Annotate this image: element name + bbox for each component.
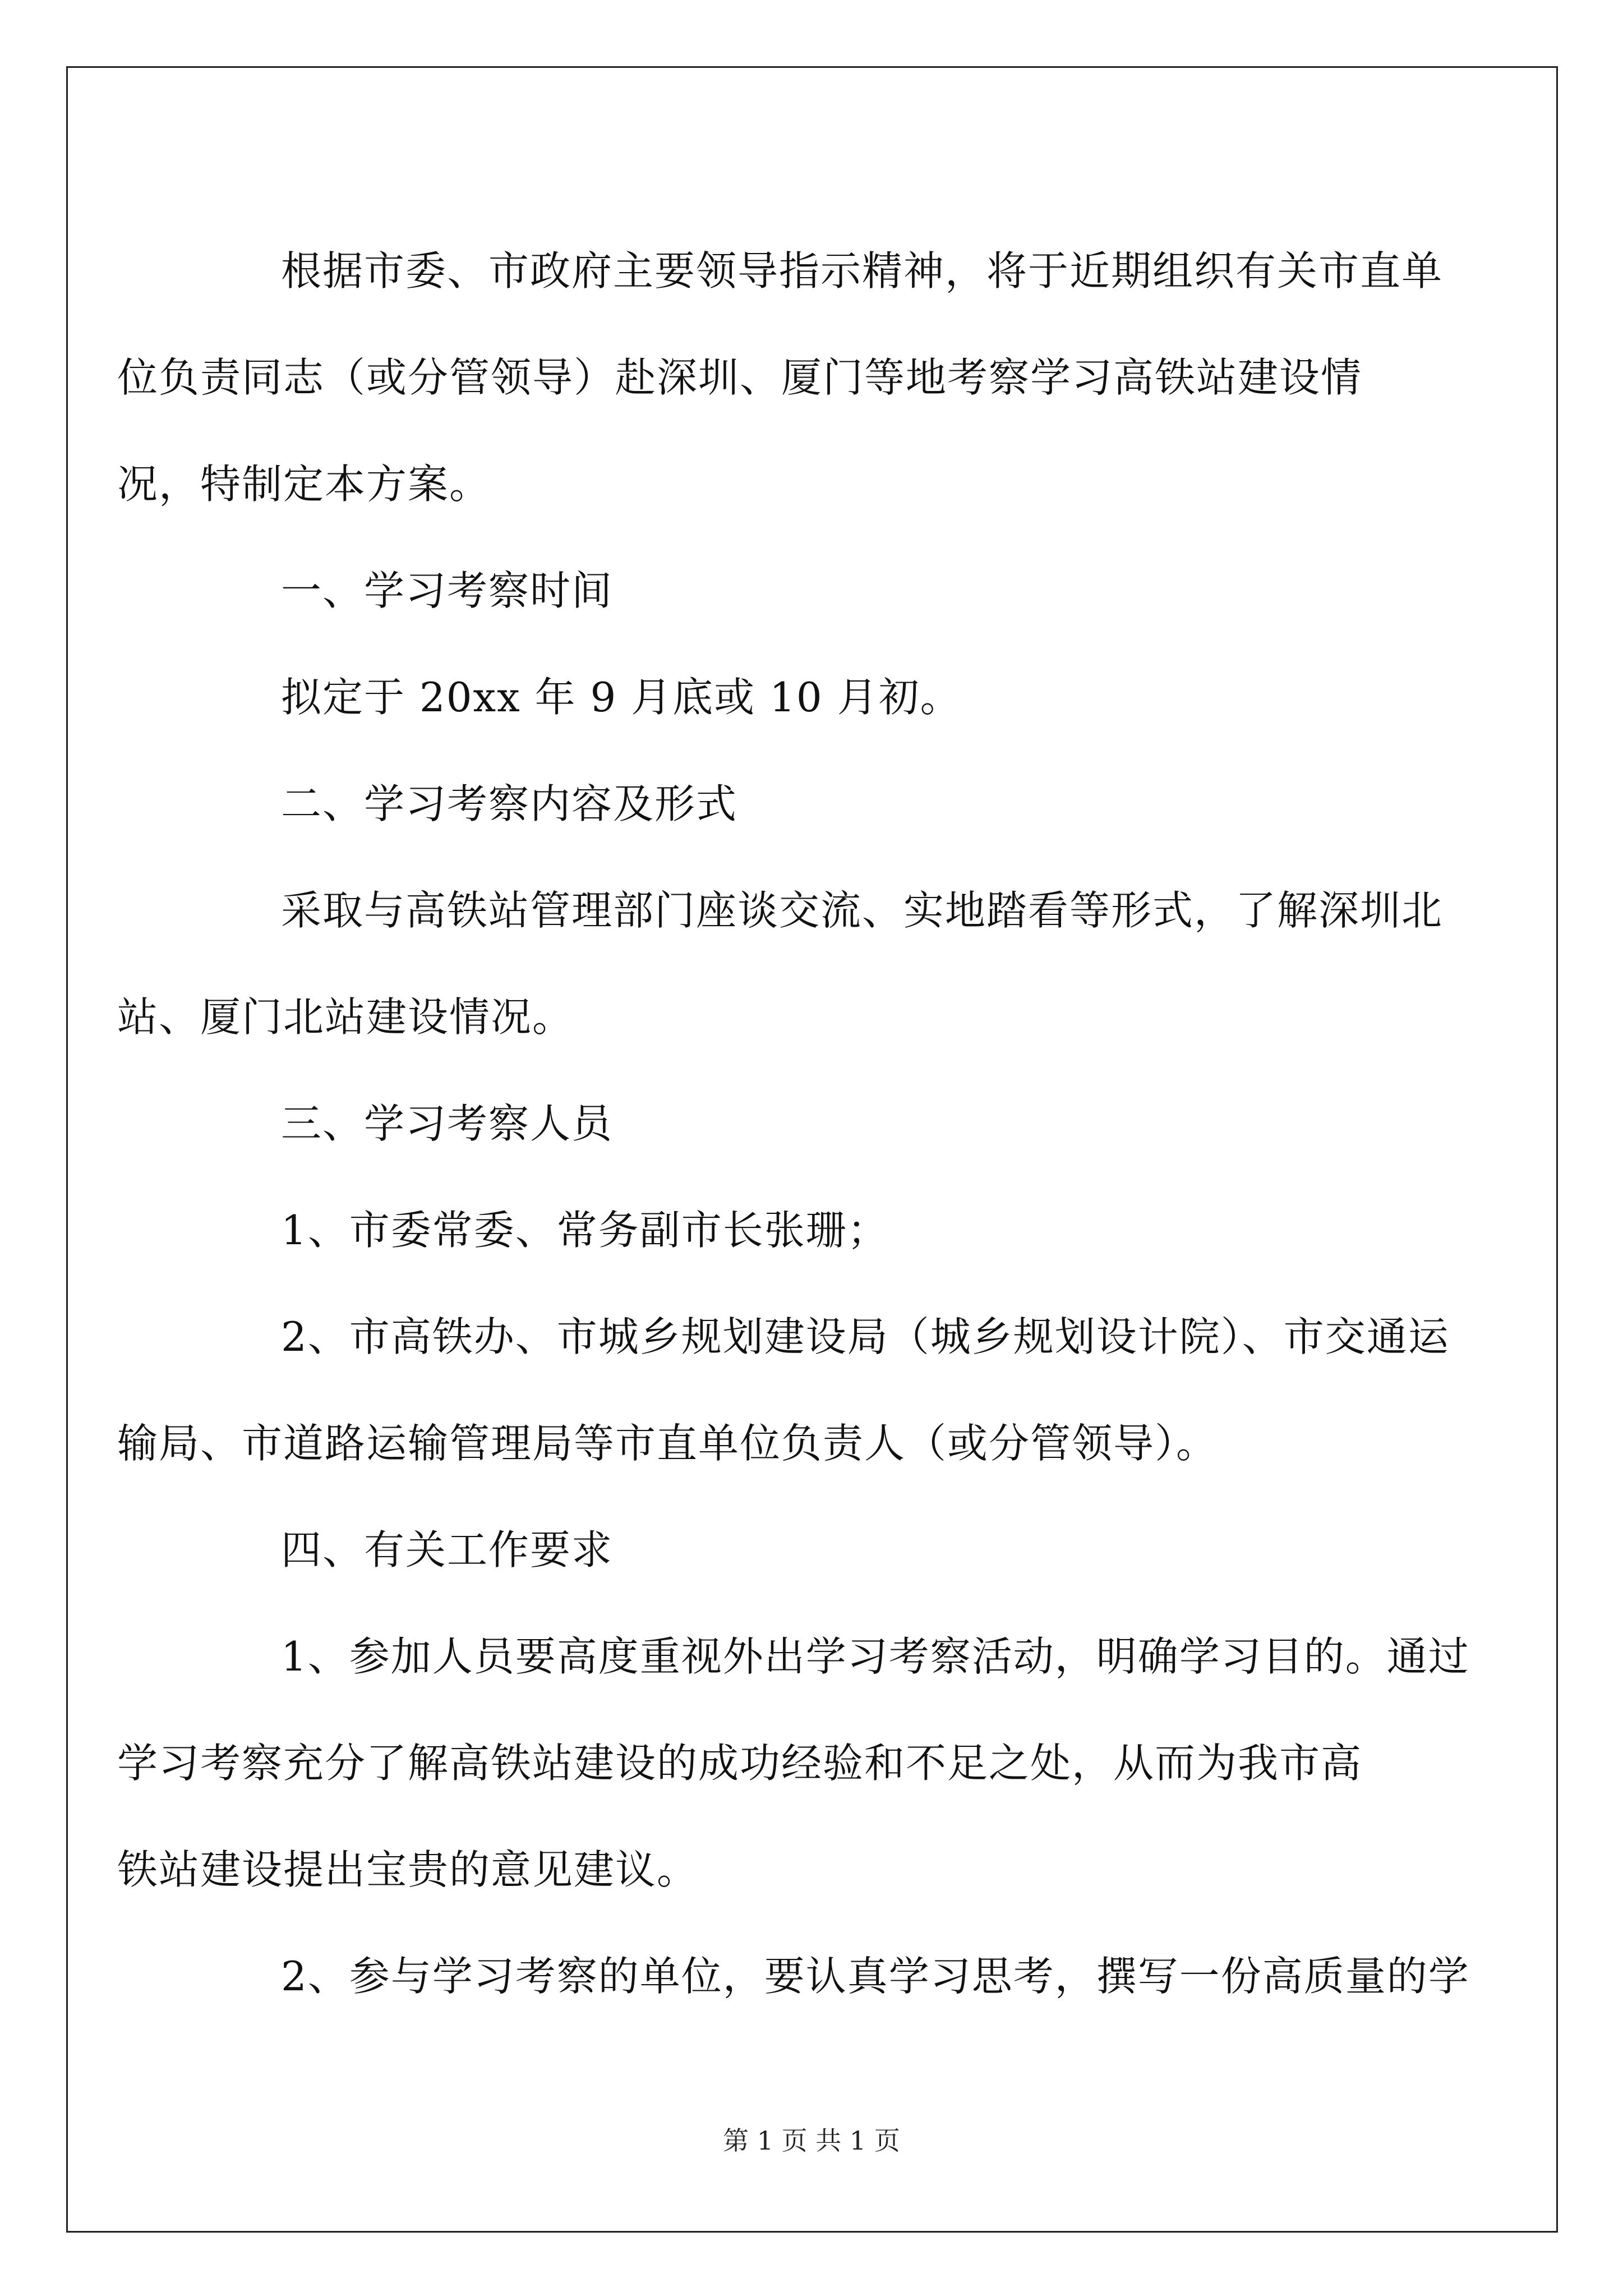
text-line: 二、学习考察内容及形式 (281, 780, 738, 827)
page-number-footer: 第 1 页 共 1 页 (723, 2125, 900, 2156)
text-line: 拟定于 20xx 年 9 月底或 10 月初。 (281, 674, 962, 721)
paragraph-personnel-2 (117, 1283, 1450, 1497)
text-line: 四、有关工作要求 (281, 1526, 614, 1573)
text-line: 1、参加人员要高度重视外出学习考察活动，明确学习目的。通过 (281, 1633, 1470, 1680)
paragraph-requirement-1 (117, 1603, 1470, 1923)
document-body (117, 218, 1470, 2030)
text-line: 输局、市道路运输管理局等市直单位负责人（或分管领导）。 (117, 1420, 1218, 1467)
text-line: 采取与高铁站管理部门座谈交流、实地踏看等形式，了解深圳北 (281, 887, 1444, 934)
section-heading-personnel (199, 1070, 1433, 1177)
paragraph-requirement-2 (199, 1923, 1470, 2030)
text-line: 三、学习考察人员 (281, 1100, 614, 1147)
text-line: 1、市委常委、常务副市长张珊； (281, 1207, 889, 1254)
section-heading-content (199, 751, 1433, 857)
text-line: 况，特制定本方案。 (117, 461, 491, 508)
section-heading-time (199, 537, 1433, 644)
text-line: 位负责同志（或分管领导）赴深圳、厦门等地考察学习高铁站建设情 (117, 354, 1363, 401)
text-line: 2、参与学习考察的单位，要认真学习思考，撰写一份高质量的学 (281, 1953, 1470, 2000)
text-line: 2、市高铁办、市城乡规划建设局（城乡规划设计院）、市交通运 (281, 1313, 1450, 1360)
paragraph-personnel-1 (199, 1177, 1433, 1283)
paragraph-intro (117, 218, 1444, 537)
paragraph-content (117, 857, 1444, 1070)
text-line: 铁站建设提出宝贵的意见建议。 (117, 1846, 699, 1893)
text-line: 学习考察充分了解高铁站建设的成功经验和不足之处，从而为我市高 (117, 1740, 1363, 1787)
section-heading-requirements (199, 1497, 1433, 1603)
paragraph-time (199, 644, 1433, 751)
text-line: 根据市委、市政府主要领导指示精神，将于近期组织有关市直单 (281, 247, 1444, 295)
text-line: 站、厦门北站建设情况。 (117, 993, 574, 1041)
text-line: 一、学习考察时间 (281, 567, 614, 614)
